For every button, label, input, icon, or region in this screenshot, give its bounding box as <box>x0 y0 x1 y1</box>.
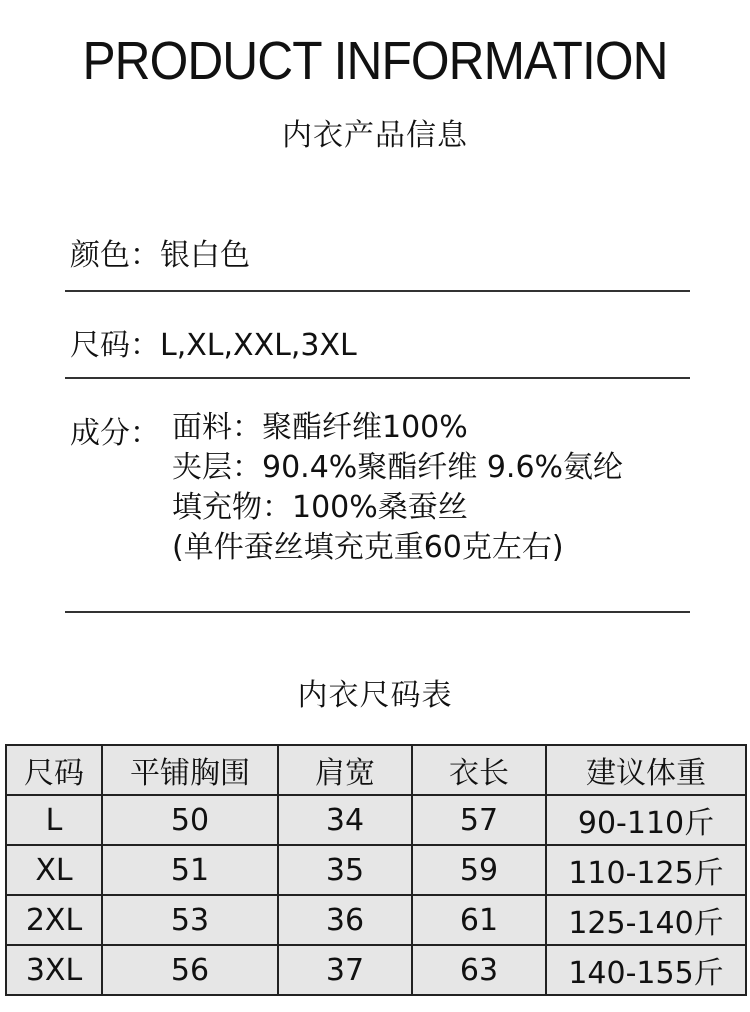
table-cell: XL <box>6 845 102 895</box>
table-row <box>6 895 746 945</box>
composition-label: 成分： <box>70 416 160 451</box>
table-cell: 53 <box>102 895 278 945</box>
table-cell: 61 <box>412 895 546 945</box>
column-header: 尺码 <box>6 745 102 795</box>
table-cell: 37 <box>278 945 412 995</box>
table-cell: 63 <box>412 945 546 995</box>
table-cell: 3XL <box>6 945 102 995</box>
composition-details <box>172 408 623 568</box>
table-cell: 57 <box>412 795 546 845</box>
size-chart-title: 内衣尺码表 <box>297 678 453 713</box>
table-cell: 125-140斤 <box>546 895 746 945</box>
table-header-row <box>6 745 746 795</box>
table-cell: 110-125斤 <box>546 845 746 895</box>
table-row <box>6 945 746 995</box>
table-cell: L <box>6 795 102 845</box>
column-header: 衣长 <box>412 745 546 795</box>
table-cell: 35 <box>278 845 412 895</box>
divider <box>65 377 690 379</box>
table-row <box>6 845 746 895</box>
column-header: 肩宽 <box>278 745 412 795</box>
divider <box>65 290 690 292</box>
page-title: PRODUCT INFORMATION <box>82 31 668 91</box>
composition-line: 夹层：90.4%聚酯纤维 9.6%氨纶 <box>172 450 624 485</box>
column-header: 平铺胸围 <box>102 745 278 795</box>
color-info: 颜色：银白色 <box>70 238 250 273</box>
composition-line: 面料：聚酯纤维100% <box>172 410 468 445</box>
size-chart-table <box>5 744 747 996</box>
table-cell: 90-110斤 <box>546 795 746 845</box>
composition-line: 填充物：100%桑蚕丝 <box>172 490 468 525</box>
divider <box>65 611 690 613</box>
size-info: 尺码：L,XL,XXL,3XL <box>70 328 357 363</box>
table-cell: 59 <box>412 845 546 895</box>
table-cell: 56 <box>102 945 278 995</box>
table-cell: 36 <box>278 895 412 945</box>
table-cell: 2XL <box>6 895 102 945</box>
page-subtitle: 内衣产品信息 <box>282 118 468 153</box>
table-cell: 140-155斤 <box>546 945 746 995</box>
table-row <box>6 795 746 845</box>
composition-line: (单件蚕丝填充克重60克左右) <box>172 530 564 565</box>
table-cell: 50 <box>102 795 278 845</box>
table-cell: 34 <box>278 795 412 845</box>
column-header: 建议体重 <box>546 745 746 795</box>
table-cell: 51 <box>102 845 278 895</box>
